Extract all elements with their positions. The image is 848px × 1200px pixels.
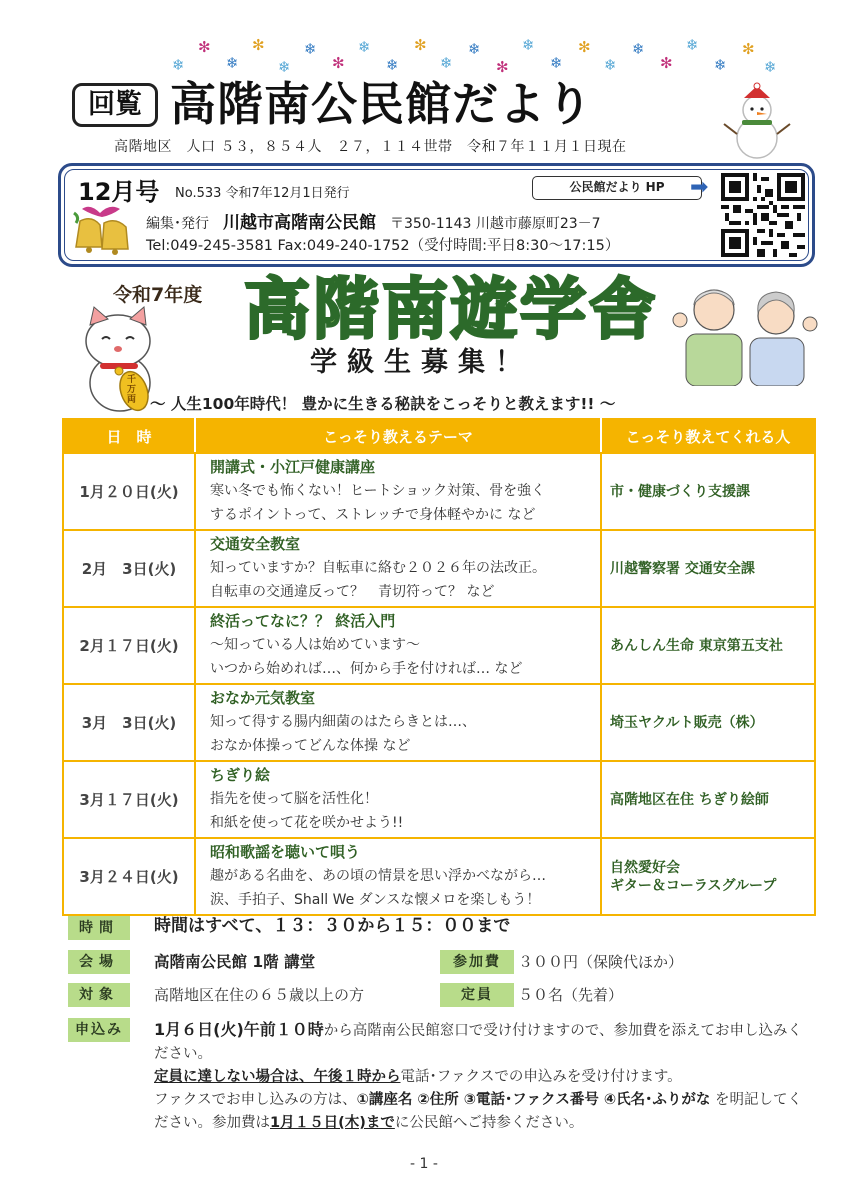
apply-required-items: ①講座名 ②住所 ③電話･ファクス番号 ④氏名･ふりがな	[356, 1092, 711, 1108]
venue-value: 高階南公民館 1階 講堂	[154, 953, 316, 971]
theme-desc-line1: 知っていますか？自転車に絡む２０２６年の法改正。	[210, 560, 546, 576]
editor-label: 編集･発行	[146, 216, 209, 232]
row-date: 3月１７日(火)	[63, 761, 195, 838]
instructor-line1: 埼玉ヤクルト販売（株）	[610, 714, 764, 731]
lucky-cat-icon	[76, 303, 160, 415]
time-value: 時間はすべて、１３：３０から１５：００まで	[154, 916, 511, 936]
row-theme	[195, 761, 601, 838]
recruitment-heading: 学級生募集！	[310, 347, 532, 378]
snowman-icon	[722, 82, 792, 160]
row-instructor	[601, 684, 815, 761]
issue-number: No.533 令和7年12月1日発行	[175, 186, 350, 201]
editor-line	[146, 208, 601, 233]
apply-text-2: 電話･ファクスでの申込みを受け付けます。	[400, 1069, 682, 1085]
apply-text-4: を明記してください。参加費は	[154, 1092, 803, 1131]
newsletter-hp-link[interactable]: 公民館だより HP	[532, 176, 702, 200]
issue-month: 12月号	[78, 178, 160, 206]
row-date: 2月 3日(火)	[63, 530, 195, 607]
apply-afternoon-note: 定員に達しない場合は、午後１時から	[154, 1069, 401, 1085]
snowflake-decoration: ❄ ✻ ❄ ✻ ❄ ❄ ✻ ❄ ❄ ✻ ❄ ❄ ✻ ❄ ❄ ✻ ❄ ❄ ✻ ❄ ❄ ✻ ❄	[172, 36, 777, 76]
apply-text-1: から高階南公民館窓口で受け付けますので、参加費を添えてお申し込みください。	[154, 1023, 802, 1062]
instructor-line1: あんしん生命 東京第五支社	[610, 637, 783, 654]
table-row	[63, 607, 815, 684]
header-theme: こっそり教えるテーマ	[195, 419, 601, 453]
instructor-line2: ギター＆コーラスグループ	[610, 877, 777, 894]
instructor-line1: 市・健康づくり支援課	[610, 483, 750, 500]
apply-text-3: ファクスでお申し込みの方は、	[154, 1092, 357, 1108]
fee-label: 参加費	[440, 950, 514, 974]
qr-code-icon[interactable]	[721, 173, 805, 257]
row-date: 2月１７日(火)	[63, 607, 195, 684]
newsletter-title: 高階南公民館だより	[170, 77, 593, 131]
theme-desc-line2: いつから始めれば…、何から手を付ければ… など	[210, 661, 523, 677]
instructor-line1: 自然愛好会	[610, 859, 680, 876]
table-row	[63, 838, 815, 915]
theme-title: ちぎり絵	[210, 766, 271, 784]
elderly-couple-icon	[672, 280, 818, 386]
page-number: - 1 -	[410, 1156, 438, 1172]
theme-title: 開講式・小江戸健康講座	[210, 458, 376, 476]
theme-desc-line1: ～知っている人は始めています～	[210, 637, 420, 653]
row-theme	[195, 684, 601, 761]
row-instructor	[601, 761, 815, 838]
theme-desc-line1: 寒い冬でも怖くない！ヒートショック対策、骨を強く	[210, 483, 546, 499]
instructor-line1: 川越警察署 交通安全課	[610, 560, 755, 577]
theme-title: 終活ってなに？？ 終活入門	[210, 612, 396, 630]
editor-address: 〒350-1143 川越市藤原町23－7	[390, 216, 601, 232]
school-title: 高階南遊学舎	[244, 271, 658, 348]
circulation-badge: 回覧	[72, 83, 158, 127]
theme-desc-line2: 和紙を使って花を咲かせよう!!	[210, 815, 404, 831]
row-instructor	[601, 453, 815, 530]
row-theme	[195, 607, 601, 684]
theme-desc-line1: 指先を使って脳を活性化！	[210, 791, 378, 807]
application-instructions	[154, 1018, 814, 1135]
table-row	[63, 684, 815, 761]
table-row	[63, 453, 815, 530]
theme-title: 交通安全教室	[210, 535, 301, 553]
capacity-label: 定員	[440, 983, 514, 1007]
theme-desc-line1: 知って得する腸内細菌のはたらきとは…、	[210, 714, 476, 730]
apply-start-date: 1月６日(火)午前１０時	[154, 1020, 324, 1039]
theme-title: 昭和歌謡を聴いて唄う	[210, 843, 361, 861]
contact-tel-fax: Tel:049-245-3581 Fax:049-240-1752（受付時間:平日8:30～17:15）	[146, 238, 620, 254]
theme-desc-line2: 涙、手拍子、Shall We ダンスな懐メロを楽しもう！	[210, 892, 541, 908]
instructor-line1: 高階地区在住 ちぎり絵師	[610, 791, 769, 808]
row-instructor	[601, 607, 815, 684]
theme-title: おなか元気教室	[210, 689, 316, 707]
table-row	[63, 761, 815, 838]
row-instructor	[601, 838, 815, 915]
target-label: 対象	[68, 983, 130, 1007]
apply-label: 申込み	[68, 1018, 130, 1042]
tagline: ～ 人生100年時代！ 豊かに生きる秘訣をこっそりと教えます!! ～	[150, 395, 616, 413]
header-date: 日 時	[63, 419, 195, 453]
theme-desc-line2: 自転車の交通違反って？ 青切符って？ など	[210, 584, 495, 600]
row-theme	[195, 453, 601, 530]
population-stats: 高階地区 人口 ５３，８５４人 ２７，１１４世帯 令和７年１１月１日現在	[114, 139, 627, 155]
target-value: 高階地区在住の６５歳以上の方	[154, 986, 365, 1004]
arrow-right-icon: ➡	[690, 175, 709, 200]
table-row	[63, 530, 815, 607]
row-date: 3月２４日(火)	[63, 838, 195, 915]
fee-value: ３００円（保険代ほか）	[518, 953, 684, 971]
header-person: こっそり教えてくれる人	[601, 419, 815, 453]
time-label: 時間	[68, 916, 130, 940]
row-date: 3月 3日(火)	[63, 684, 195, 761]
schedule-table	[62, 418, 816, 916]
apply-text-5: に公民館へご持参ください。	[394, 1115, 584, 1131]
table-header-row	[63, 419, 815, 453]
theme-desc-line1: 趣がある名曲を、あの頃の情景を思い浮かべながら…	[210, 868, 546, 884]
capacity-value: ５０名（先着）	[518, 986, 624, 1004]
row-instructor	[601, 530, 815, 607]
row-theme	[195, 530, 601, 607]
row-date: 1月２０日(火)	[63, 453, 195, 530]
venue-label: 会場	[68, 950, 130, 974]
christmas-bells-icon	[70, 203, 134, 259]
theme-desc-line2: おなか体操ってどんな体操 など	[210, 738, 411, 754]
row-theme	[195, 838, 601, 915]
apply-deadline: 1月１５日(木)まで	[270, 1115, 395, 1131]
fiscal-year-label: 令和7年度	[113, 284, 203, 306]
cat-coin-text: 千万両	[127, 375, 137, 405]
editor-name: 川越市高階南公民館	[223, 213, 376, 233]
theme-desc-line2: するポイントって、ストレッチで身体軽やかに など	[210, 507, 536, 523]
